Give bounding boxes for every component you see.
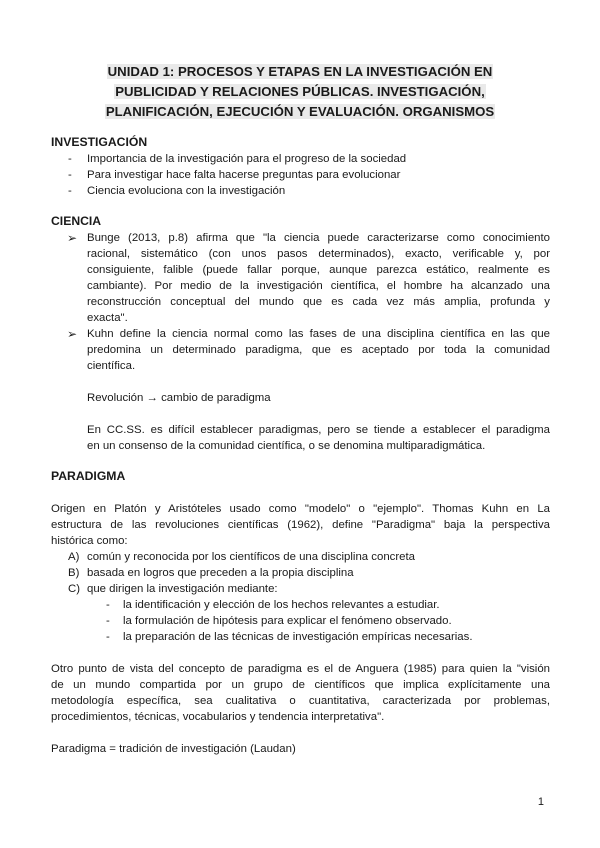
list-marker: A) (68, 551, 80, 563)
paragraph-line: reconstrucción conceptual del mundo que es cada vez más amplia, profunda y (87, 296, 550, 308)
sub-list-item: la formulación de hipótesis para explicar el fenómeno observado. (123, 615, 452, 627)
section-heading-paradigma: PARADIGMA (51, 469, 126, 483)
paragraph-line: en un consenso de la comunidad científica, o se denomina multiparadigmática. (87, 440, 486, 452)
list-marker: C) (68, 583, 81, 595)
section-heading-investigacion: INVESTIGACIÓN (51, 135, 148, 149)
paragraph-line: procedimientos, técnicas, vocabularios y tendencia interpretativa". (51, 711, 385, 723)
dash-bullet: - (68, 153, 72, 165)
paragraph-line: Otro punto de vista del concepto de paradigma es el de Anguera (1985) para quien la "visión (51, 663, 550, 675)
paragraph-line: cambiante). Por medio de la investigación científica, el hombre ha alcanzado una (87, 280, 550, 292)
paragraph-line: Kuhn define la ciencia normal como las fases de una disciplina científica en las que (87, 328, 550, 340)
list-item: que dirigen la investigación mediante: (87, 583, 278, 595)
paragraph-line: de un mundo compartida por un grupo de científicos que implica explícitamente una (51, 679, 550, 691)
list-item: común y reconocida por los científicos de una disciplina concreta (87, 551, 415, 563)
title-line: PLANIFICACIÓN, EJECUCIÓN Y EVALUACIÓN. ORGANISMOS (105, 104, 495, 119)
page-number: 1 (537, 796, 544, 808)
paragraph-line: Revolución → cambio de paradigma (87, 392, 271, 404)
list-item: basada en logros que preceden a la propia disciplina (87, 567, 354, 579)
list-item: Importancia de la investigación para el progreso de la sociedad (87, 153, 407, 165)
paragraph-line: histórica como: (51, 535, 128, 547)
paragraph-line: científica. (87, 360, 136, 372)
paragraph-line: Origen en Platón y Aristóteles usado como "modelo" o "ejemplo". Thomas Kuhn en La (51, 503, 550, 515)
sub-list-item: la identificación y elección de los hechos relevantes a estudiar. (123, 599, 440, 611)
paragraph-line: exacta". (87, 312, 128, 324)
paragraph-line: predomina un determinado paradigma, que es aceptado por toda la comunidad (87, 344, 550, 356)
sub-list-item: la preparación de las técnicas de investigación empíricas necesarias. (123, 631, 473, 643)
list-marker: B) (68, 567, 80, 579)
page-title (80, 62, 520, 122)
dash-bullet: - (68, 185, 72, 197)
title-line: PUBLICIDAD Y RELACIONES PÚBLICAS. INVESTIGACIÓN, (115, 84, 485, 99)
paragraph-line: Paradigma = tradición de investigación (Laudan) (51, 743, 296, 755)
arrow-bullet-icon: ➢ (67, 231, 78, 245)
paragraph-line: Bunge (2013, p.8) afirma que "la ciencia puede caracterizarse como conocimiento (87, 232, 550, 244)
title-line: UNIDAD 1: PROCESOS Y ETAPAS EN LA INVESTIGACIÓN EN (107, 64, 493, 79)
paragraph-line: consiguiente, falible (puede fallar porque, aunque parezca estático, realmente es (87, 264, 550, 276)
dash-bullet: - (106, 631, 110, 643)
paragraph-line: racional, sistemático (con unos pasos determinados), exacto, verificable y, por (87, 248, 550, 260)
dash-bullet: - (106, 615, 110, 627)
paragraph-line: En CC.SS. es difícil establecer paradigmas, pero se tiende a establecer el paradigma (87, 424, 550, 436)
paragraph-line: estructura de las revoluciones científicas (1962), define "Paradigma" baja la perspectiva (51, 519, 550, 531)
dash-bullet: - (106, 599, 110, 611)
section-heading-ciencia: CIENCIA (51, 214, 102, 228)
list-item: Para investigar hace falta hacerse preguntas para evolucionar (87, 169, 401, 181)
paragraph-line: metodología específica, sea cualitativa o cuantitativa, caracterizada por problemas, (51, 695, 550, 707)
list-item: Ciencia evoluciona con la investigación (87, 185, 286, 197)
dash-bullet: - (68, 169, 72, 181)
arrow-bullet-icon: ➢ (67, 327, 78, 341)
